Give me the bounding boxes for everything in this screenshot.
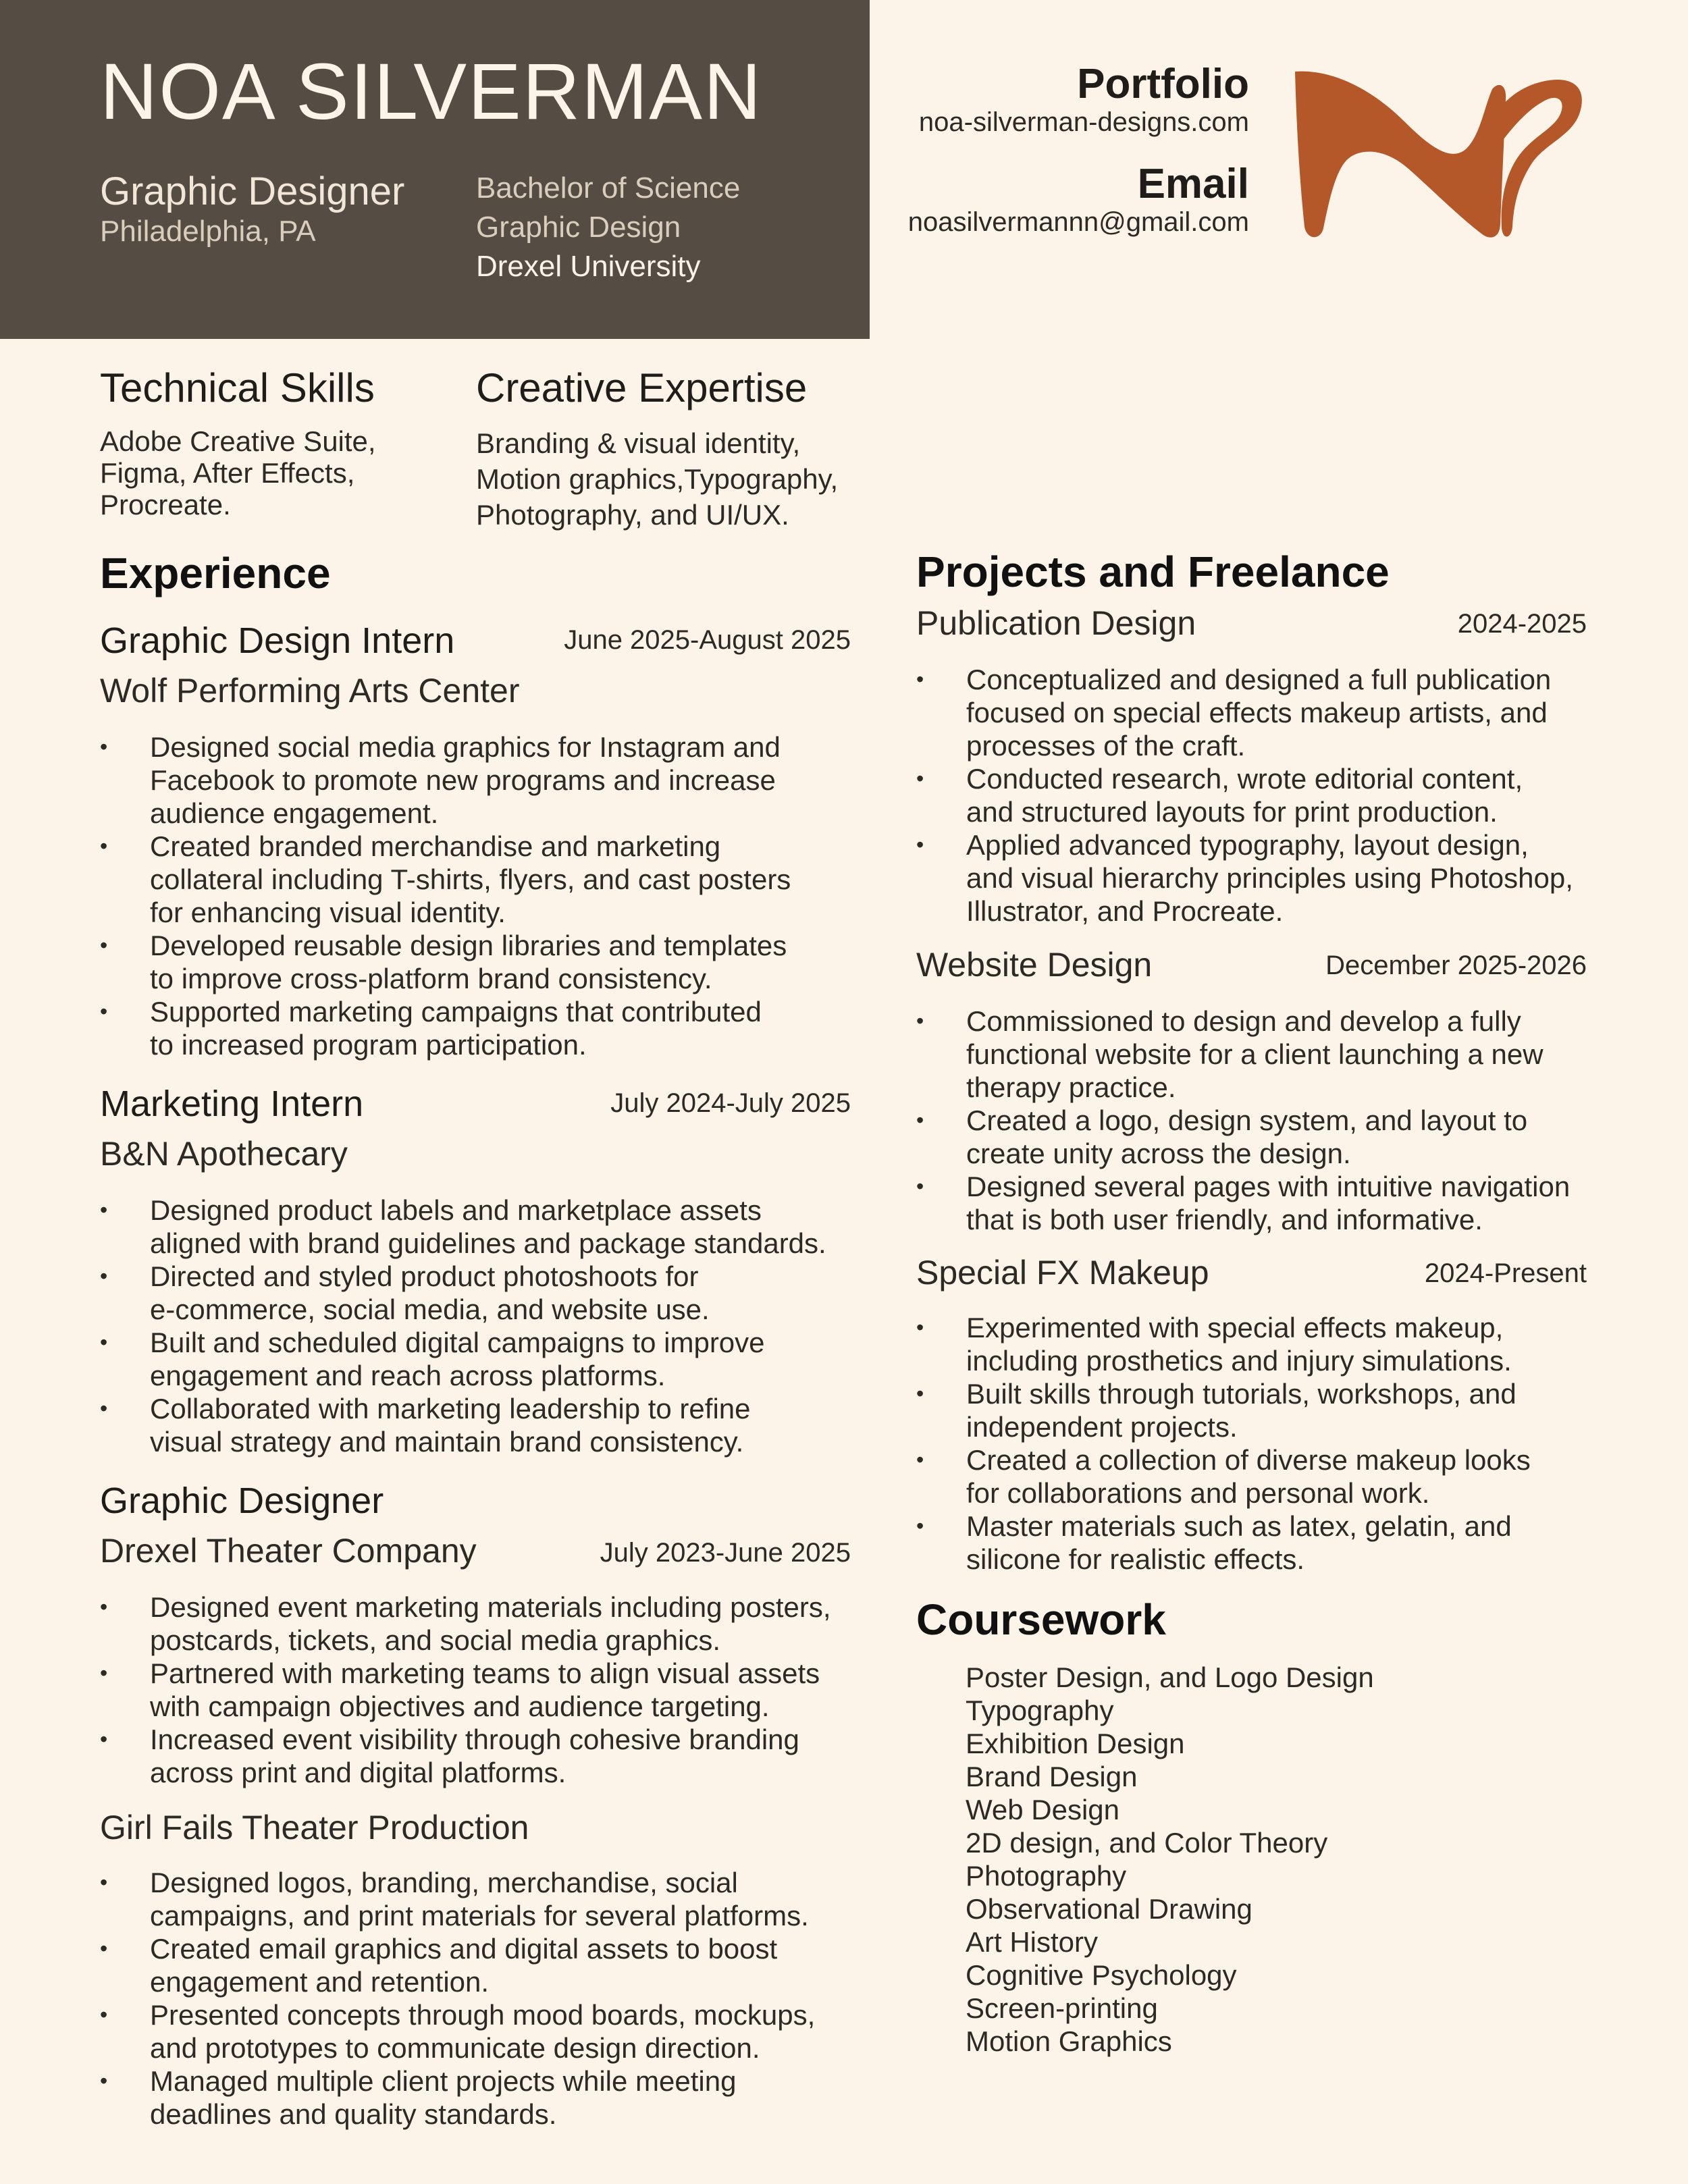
project-date: 2024-Present <box>1424 1258 1587 1288</box>
bullet-item: • Developed reusable design libraries and templates to improve cross-platform brand consistency. <box>100 929 856 995</box>
bullet-item: • Created branded merchandise and marketing collateral including T-shirts, flyers, and cast posters for enhancing visual identity. <box>100 830 856 929</box>
technical-skills-heading: Technical Skills <box>100 365 375 410</box>
course-item: Typography <box>966 1695 1114 1726</box>
bullet-item: • Master materials such as latex, gelatin, and silicone for realistic effects. <box>916 1510 1612 1576</box>
bullet-item: • Created email graphics and digital assets to boost engagement and retention. <box>100 1932 856 1998</box>
expertise-line: Photography, and UI/UX. <box>476 499 789 531</box>
bullet-item: • Managed multiple client projects while meeting deadlines and quality standards. <box>100 2065 856 2131</box>
project-title: Special FX Makeup <box>916 1254 1209 1291</box>
logo-n-shape <box>1295 72 1506 238</box>
project-bullets <box>916 1005 1612 1236</box>
job-bullets <box>100 730 856 1061</box>
bullet-item: • Built and scheduled digital campaigns to improve engagement and reach across platforms. <box>100 1326 856 1392</box>
skill-line: Figma, After Effects, <box>100 457 355 489</box>
bullet-item: • Created a collection of diverse makeup looks for collaborations and personal work. <box>916 1443 1612 1510</box>
course-item: Exhibition Design <box>966 1728 1185 1759</box>
job-bullets <box>100 1591 856 1789</box>
job-date: June 2025-August 2025 <box>564 625 851 655</box>
course-item: 2D design, and Color Theory <box>966 1827 1328 1859</box>
job-title: Graphic Designer <box>100 1481 384 1521</box>
bullet-item: • Applied advanced typography, layout design, and visual hierarchy principles using Photoshop, Illustrator, and Procreate. <box>916 828 1612 928</box>
bullet-item: • Supported marketing campaigns that contributed to increased program participation. <box>100 995 856 1061</box>
bullet-item: • Increased event visibility through cohesive branding across print and digital platforms. <box>100 1723 856 1789</box>
technical-skills-list <box>100 425 376 521</box>
bullet-item: • Conducted research, wrote editorial content, and structured layouts for print production. <box>916 762 1612 828</box>
email-label: Email <box>1137 161 1249 207</box>
coursework-list <box>966 1661 1374 2058</box>
project-bullets <box>916 663 1612 928</box>
bullet-item: • Commissioned to design and develop a fully functional website for a client launching a new therapy practice. <box>916 1005 1612 1104</box>
course-item: Cognitive Psychology <box>966 1959 1237 1991</box>
project-date: 2024-2025 <box>1457 609 1587 639</box>
course-item: Observational Drawing <box>966 1893 1252 1925</box>
bullet-item: • Designed social media graphics for Instagram and Facebook to promote new programs and increase audience engagement. <box>100 730 856 830</box>
coursework-heading: Coursework <box>916 1595 1166 1644</box>
course-item: Art History <box>966 1926 1099 1958</box>
experience-heading: Experience <box>100 549 331 597</box>
email-contact <box>908 162 1249 238</box>
portfolio-contact <box>919 62 1249 138</box>
company-name: B&N Apothecary <box>100 1135 348 1173</box>
job-bullets <box>100 1194 856 1458</box>
project-date: December 2025-2026 <box>1325 951 1587 980</box>
school: Drexel University <box>476 250 701 283</box>
project-title: Publication Design <box>916 604 1196 642</box>
job-date: July 2024-July 2025 <box>610 1088 851 1118</box>
bullet-item: • Built skills through tutorials, workshops, and independent projects. <box>916 1377 1612 1443</box>
expertise-line: Motion graphics,Typography, <box>476 463 839 495</box>
skill-line: Procreate. <box>100 489 231 521</box>
company-name: Wolf Performing Arts Center <box>100 672 520 710</box>
location: Philadelphia, PA <box>100 215 316 248</box>
bullet-item: • Presented concepts through mood boards, mockups, and prototypes to communicate design direction. <box>100 1998 856 2065</box>
course-item: Brand Design <box>966 1761 1138 1792</box>
major: Graphic Design <box>476 211 681 244</box>
skill-line: Adobe Creative Suite, <box>100 425 376 457</box>
project-bullets <box>916 1311 1612 1576</box>
course-item: Motion Graphics <box>966 2025 1172 2057</box>
bullet-item: • Collaborated with marketing leadership to refine visual strategy and maintain brand consistency. <box>100 1392 856 1458</box>
job-bullets <box>100 1866 856 2131</box>
job-role: Graphic Designer <box>100 169 405 213</box>
bullet-item: • Directed and styled product photoshoots for e-commerce, social media, and website use. <box>100 1260 856 1326</box>
bullet-item: • Designed event marketing materials including posters, postcards, tickets, and social media graphics. <box>100 1591 856 1657</box>
bullet-item: • Experimented with special effects makeup, including prosthetics and injury simulations. <box>916 1311 1612 1377</box>
candidate-name: NOA SILVERMAN <box>100 47 763 136</box>
bullet-item: • Designed product labels and marketplace assets aligned with brand guidelines and package standards. <box>100 1194 856 1260</box>
job-title: Graphic Design Intern <box>100 620 455 661</box>
bullet-item: • Designed logos, branding, merchandise, social campaigns, and print materials for several platforms. <box>100 1866 856 1932</box>
creative-expertise-list <box>476 425 838 533</box>
bullet-item: • Partnered with marketing teams to align visual assets with campaign objectives and audience targeting. <box>100 1657 856 1723</box>
course-item: Poster Design, and Logo Design <box>966 1661 1374 1693</box>
expertise-line: Branding & visual identity, <box>476 427 801 459</box>
bullet-item: • Designed several pages with intuitive navigation that is both user friendly, and informative. <box>916 1170 1612 1236</box>
project-title: Website Design <box>916 946 1153 984</box>
email-link[interactable]: noasilvermannn@gmail.com <box>907 207 1249 238</box>
company-name: Girl Fails Theater Production <box>100 1809 529 1846</box>
course-item: Screen-printing <box>966 1992 1158 2024</box>
course-item: Web Design <box>966 1794 1120 1826</box>
ns-monogram-logo <box>1290 68 1587 243</box>
company-name: Drexel Theater Company <box>100 1532 477 1570</box>
portfolio-link[interactable]: noa-silverman-designs.com <box>918 107 1249 138</box>
course-item: Photography <box>966 1860 1127 1892</box>
projects-heading: Projects and Freelance <box>916 548 1390 596</box>
portfolio-label: Portfolio <box>1077 61 1249 107</box>
bullet-item: • Created a logo, design system, and layout to create unity across the design. <box>916 1104 1612 1170</box>
bullet-item: • Conceptualized and designed a full publication focused on special effects makeup artists, and processes of the craft. <box>916 663 1612 762</box>
job-title: Marketing Intern <box>100 1084 364 1124</box>
job-date: July 2023-June 2025 <box>600 1538 851 1568</box>
creative-expertise-heading: Creative Expertise <box>476 365 808 410</box>
degree: Bachelor of Science <box>476 171 741 205</box>
education <box>476 169 740 286</box>
